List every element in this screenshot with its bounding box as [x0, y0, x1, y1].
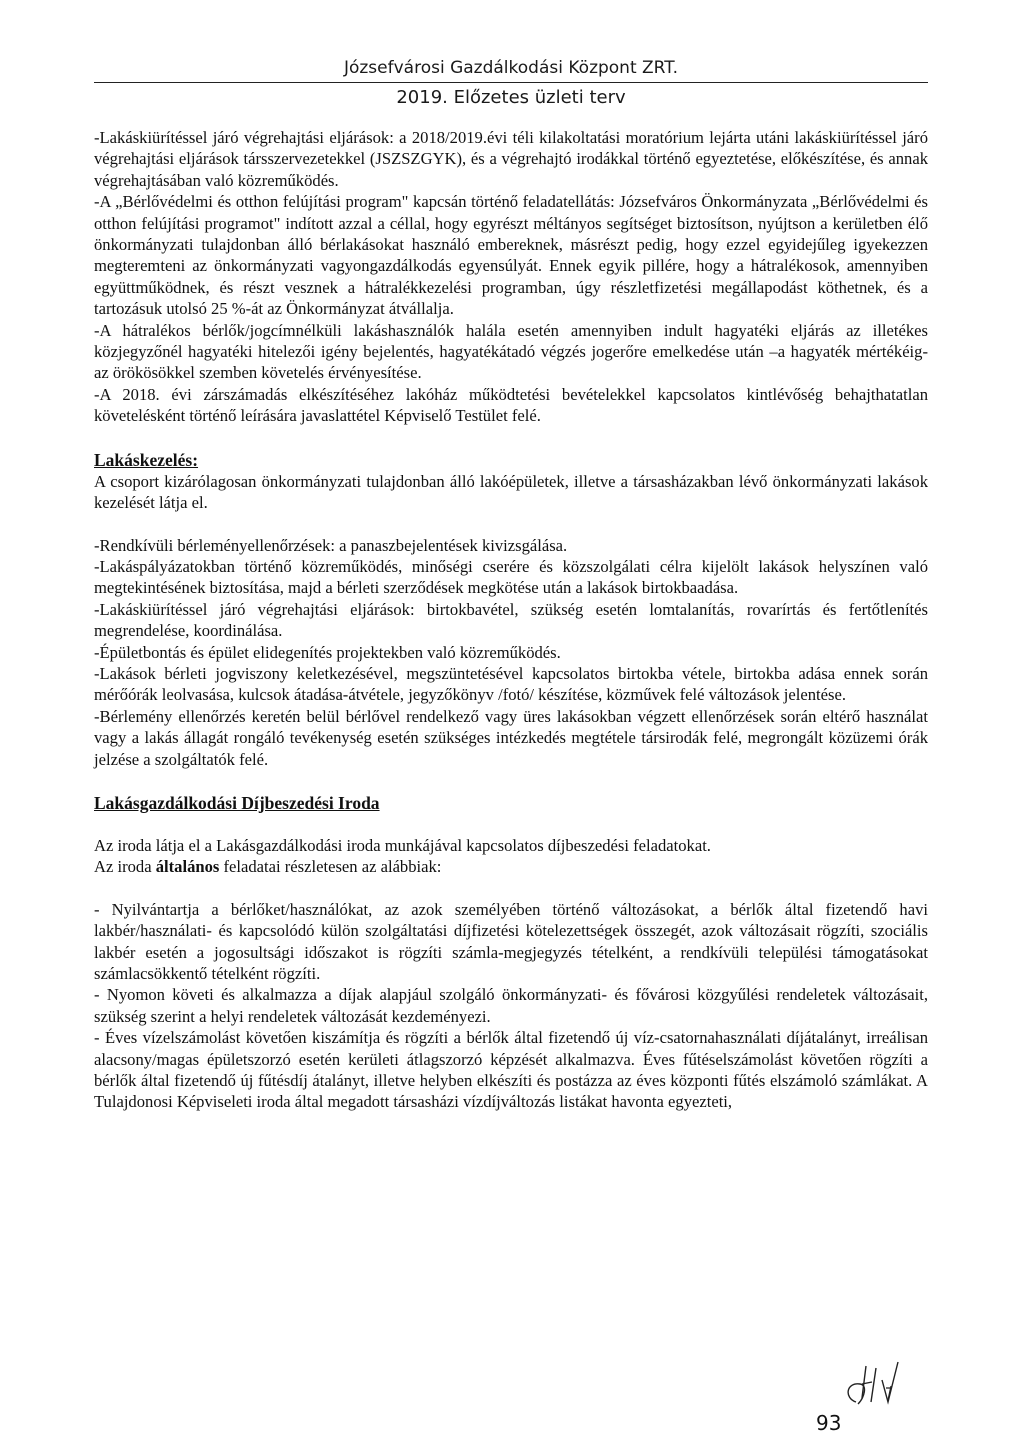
section-heading-lakaskezeles: Lakáskezelés: [94, 449, 199, 470]
lakaskezeles-item-4: -Épületbontás és épület elidegenítés projektekben való közreműködés. [94, 642, 561, 662]
dijbeszedes-line-2: Az iroda általános feladatai részletesen az alábbiak: [94, 857, 442, 877]
document-body [94, 127, 928, 1113]
lakaskezeles-item-5: -Lakások bérleti jogviszony keletkezésével, megszüntetésével kapcsolatos birtokba vétele, birtokba adása ennek során mérőórák leolvasása, kulcsok átadása-átvétele, jegyzőkönyv /fotó/ készítése, közművek felé változások jelentése. [94, 663, 928, 705]
lakaskezeles-item-3: -Lakáskiürítéssel járó végrehajtási eljárások: birtokbavétel, szükség esetén lomtalanítás, rovarírtás és fertőtlenítés megrendelése, koordinálása. [94, 599, 928, 641]
page-number: 93 [816, 1411, 842, 1435]
intro-paragraph-2: -A „Bérlővédelmi és otthon felújítási program" kapcsán történő feladatellátás: Józsefváros Önkormányzata „Bérlővédelmi és otthon felújítási programot" indított azzal a céllal, hogy egyrészt méltányos segítséget biztosítson, nyújtson a kerületben élő önkormányzati tulajdonban álló bérlakásokat használó embereknek, másrészt pedig, hogy ezzel egyidejűleg igyekezzen megteremteni az önkormányzati vagyongazdálkodás egyensúlyát. Ennek egyik pillére, hogy a hátralékosok, amennyiben együttműködnek, és részt vesznek a hátralékkezelési programban, úgy részletfizetési megállapodást köthetnek, és a tartozásuk utolsó 25 %-át az Önkormányzat átvállalja. [94, 192, 928, 319]
document-page [94, 56, 928, 1113]
document-title: 2019. Előzetes üzleti terv [396, 87, 626, 108]
dijbeszedes-item-2: - Nyomon követi és alkalmazza a díjak alapjául szolgáló önkormányzati- és fővárosi közgyűlési rendeletek változásait, szükség szerint a helyi rendeletek változását kezdeményezi. [94, 985, 928, 1026]
lakaskezeles-intro: A csoport kizárólagosan önkormányzati tulajdonban álló lakóépületek, illetve a társasházakban lévő önkormányzati lakások kezelését látja el. [94, 471, 928, 513]
lakaskezeles-item-1: -Rendkívüli bérleményellenőrzések: a panaszbejelentések kivizsgálása. [94, 535, 568, 555]
section-heading-dijbeszedes: Lakásgazdálkodási Díjbeszedési Iroda [94, 792, 380, 813]
company-name: Józsefvárosi Gazdálkodási Központ ZRT. [343, 58, 679, 78]
dijbeszedes-line-1: Az iroda látja el a Lakásgazdálkodási iroda munkájával kapcsolatos díjbeszedési feladatokat. [94, 835, 711, 855]
intro-paragraph-3: -A hátralékos bérlők/jogcímnélküli lakáshasználók halála esetén amennyiben indult hagyatéki eljárás az illetékes közjegyzőnél hagyatéki hitelezői igény bejelentés, hagyatékátadó végzés jogerőre emelkedése után –a hagyaték mértékéig- az örökösökkel szemben követelés érvényesítése. [94, 320, 928, 383]
header-rule [94, 82, 928, 83]
intro-paragraph-1: -Lakáskiürítéssel járó végrehajtási eljárások: a 2018/2019.évi téli kilakoltatási moratórium lejárta utáni lakáskiürítéssel járó végrehajtási eljárások társszervezetekkel (JSZSZGYK), és a végrehajtó irodákkal történő egyeztetése, előkészítése, és annak végrehajtásában való közreműködés. [94, 128, 928, 190]
page-header [94, 56, 928, 110]
lakaskezeles-item-2: -Lakáspályázatokban történő közreműködés, minőségi cserére és közszolgálati célra kijelölt lakások helyszínen való megtekintésének biztosítása, majd a bérleti szerződések megkötése után a lakások birtokbaadása. [94, 556, 928, 598]
intro-paragraph-4: -A 2018. évi zárszámadás elkészítéséhez lakóház működtetési bevételekkel kapcsolatos kintlévőség behajthatatlan követelésként történő leírására javaslattétel Képviselő Testület felé. [94, 384, 928, 426]
dijbeszedes-item-3: - Éves vízelszámolást követően kiszámítja és rögzíti a bérlők által fizetendő új víz-csatornahasználati díjátalányt, irreálisan alacsony/magas épületszorzó esetén kerületi átlagszorzó képzését alkalmazva. Éves fűtéselszámolást követően rögzíti a bérlők által fizetendő új fűtésdíj átalányt, illetve helyben elkészíti és postázza az éves központi fűtés elszámoló számlákat. A Tulajdonosi Képviseleti iroda által megadott társasházi vízdíjváltozás listákat havonta egyezteti, [94, 1028, 928, 1112]
lakaskezeles-item-6: -Bérlemény ellenőrzés keretén belül bérlővel rendelkező vagy üres lakásokban végzett ellenőrzések során eltérő használat vagy a lakás állagát rongáló tevékenység esetén szükséges intézkedés megtétele társirodák felé, megrongált közüzemi órák jelzése a szolgáltatók felé. [94, 706, 928, 769]
dijbeszedes-item-1: - Nyilvántartja a bérlőket/használókat, az azok személyében történő változásokat, a bérlők által fizetendő havi lakbér/használati- és kapcsolódó külön szolgáltatási díjfizetési kötelezettségek összegét, azok változásait rögzíti, szociális lakbér esetén a jogosultsági időszakot is rögzíti számla-megjegyzés tételként, a rendkívüli települési támogatásokat számlacsökkentő tételként rögzíti. [94, 899, 928, 983]
bold-word-altalanos: általános [155, 857, 220, 877]
handwritten-signature [838, 1358, 908, 1413]
